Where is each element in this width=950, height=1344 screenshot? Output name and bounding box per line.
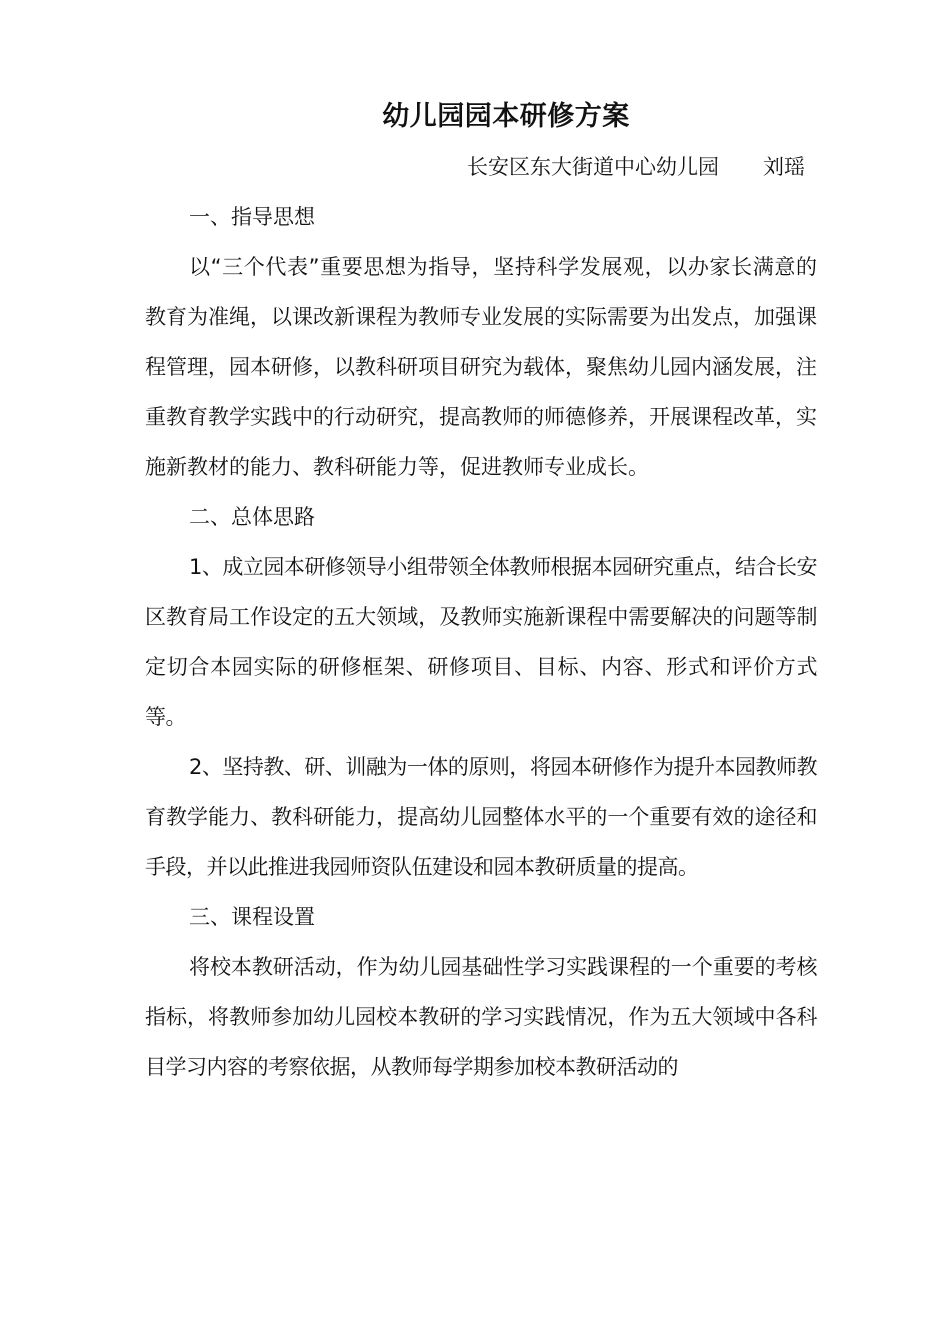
section-heading-curriculum: 三、课程设置: [189, 905, 315, 929]
paragraph-guiding-thought: 以“三个代表”重要思想为指导，坚持科学发展观，以办家长满意的教育为准绳，以课改新课程为教师专业发展的实际需要为出发点，加强课程管理，园本研修，以教科研项目研究为载体，聚焦幼儿园内涵发展，注重教育教学实践中的行动研究，提高教师的师德修养，开展课程改革，实施新教材的能力、教科研能力等，促进教师专业成长。: [145, 255, 817, 479]
section-heading-guiding-thought: 一、指导思想: [189, 205, 315, 229]
paragraph-curriculum: 将校本教研活动，作为幼儿园基础性学习实践课程的一个重要的考核指标，将教师参加幼儿园校本教研的学习实践情况，作为五大领域中各科目学习内容的考察依据，从教师每学期参加校本教研活动的: [145, 955, 817, 1079]
document-body: [145, 92, 817, 1092]
author-name: 刘瑶: [763, 155, 805, 179]
document-title: 幼儿园园本研修方案: [382, 101, 630, 132]
section-heading-overall-approach: 二、总体思路: [189, 505, 315, 529]
author-line: [145, 142, 817, 192]
paragraph-approach-2: 2、坚持教、研、训融为一体的原则，将园本研修作为提升本园教师教育教学能力、教科研能力，提高幼儿园整体水平的一个重要有效的途径和手段，并以此推进我园师资队伍建设和园本教研质量的提高。: [145, 755, 817, 879]
paragraph-approach-1: 1、成立园本研修领导小组带领全体教师根据本园研究重点，结合长安区教育局工作设定的五大领域，及教师实施新课程中需要解决的问题等制定切合本园实际的研修框架、研修项目、目标、内容、形式和评价方式等。: [145, 555, 817, 729]
author-organization: 长安区东大街道中心幼儿园: [467, 155, 719, 179]
